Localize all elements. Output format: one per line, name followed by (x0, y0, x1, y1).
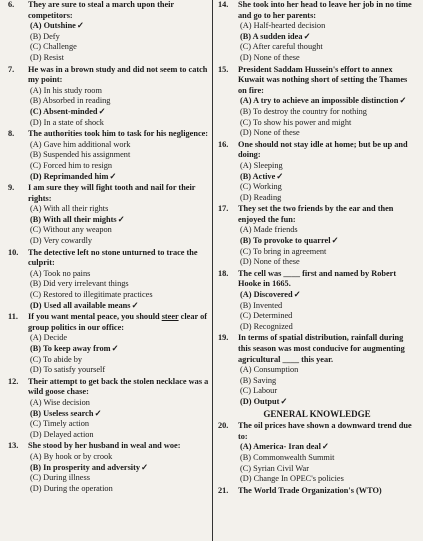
option-label: (C) To bring in agreement (240, 246, 327, 256)
answer-option (238, 311, 418, 322)
question-number: 18. (218, 268, 229, 278)
question-text: The cell was ____ first and named by Robert Hooke in 1665. (238, 268, 397, 289)
option-label: (A) Decide (30, 333, 68, 343)
question-item (216, 0, 418, 64)
answer-option (238, 225, 418, 236)
question-number: 21. (218, 485, 229, 495)
option-label: (C) Challenge (30, 42, 77, 52)
option-label: (B) Active (240, 171, 276, 181)
question-text: One should not stay idle at home; but be up and doing: (238, 139, 408, 160)
correct-checkmark-icon: ✓ (117, 214, 125, 224)
answer-option (28, 419, 212, 430)
question-item (216, 140, 418, 204)
answer-option (28, 161, 212, 172)
option-label: (C) To abide by (30, 354, 83, 364)
answer-option (238, 118, 418, 129)
question-text: She took into her head to leave her job in no time and go to her parents: (238, 0, 412, 20)
correct-checkmark-icon: ✓ (331, 236, 339, 246)
option-label: (C) Determined (240, 311, 293, 321)
option-label: (C) During illness (30, 473, 90, 483)
answer-option (238, 301, 418, 312)
option-label: (C) Working (240, 182, 282, 192)
question-text-part: If you want mental peace, you should (28, 312, 162, 322)
question-number: 12. (8, 376, 19, 386)
answer-option (28, 279, 212, 290)
option-label: (D) Output (240, 396, 280, 406)
answer-option (28, 150, 212, 161)
correct-checkmark-icon: ✓ (293, 290, 301, 300)
correct-checkmark-icon: ✓ (131, 300, 139, 310)
option-label: (B) Absorbed in reading (30, 96, 111, 106)
correct-checkmark-icon: ✓ (76, 21, 84, 31)
answer-option (238, 322, 418, 333)
answer-option (238, 21, 418, 32)
option-label: (A) Wise decision (30, 397, 90, 407)
question-item (6, 441, 212, 494)
question-text: He was in a brown study and did not seem to catch my point: (28, 64, 208, 85)
answer-option (238, 290, 418, 301)
question-number: 7. (8, 64, 15, 74)
question-text: The detective left no stone unturned to trace the culprit: (28, 247, 198, 268)
option-label: (C) Forced him to resign (30, 160, 113, 170)
option-label: (A) Took no pains (30, 268, 91, 278)
answer-option (28, 32, 212, 43)
question-item (216, 421, 418, 485)
answer-option (238, 107, 418, 118)
answer-option (28, 333, 212, 344)
answer-option (238, 442, 418, 453)
answer-option (238, 236, 418, 247)
answer-option (238, 172, 418, 183)
option-label: (B) To destroy the country for nothing (240, 106, 367, 116)
answer-option (28, 204, 212, 215)
answer-option (28, 430, 212, 441)
question-number: 17. (218, 204, 229, 214)
answer-option (28, 107, 212, 118)
question-number: 9. (8, 183, 15, 193)
question-item (6, 377, 212, 441)
question-number: 8. (8, 129, 15, 139)
answer-option (238, 453, 418, 464)
answer-option (28, 225, 212, 236)
question-number: 19. (218, 333, 229, 343)
correct-checkmark-icon: ✓ (98, 106, 106, 116)
question-text: The authorities took him to task for his negligence: (28, 129, 209, 139)
question-number: 16. (218, 139, 229, 149)
question-text: I am sure they will fight tooth and nail for their rights: (28, 183, 196, 203)
question-item (6, 183, 212, 247)
question-item (216, 269, 418, 333)
option-label: (A) Made friends (240, 225, 298, 235)
option-label: (A) By hook or by crook (30, 451, 113, 461)
option-label: (C) Absent-minded (30, 106, 98, 116)
question-text: The oil prices have shown a downward trend due to: (238, 421, 412, 441)
question-number: 11. (8, 312, 18, 322)
question-number: 10. (8, 247, 19, 257)
question-text: The World Trade Organization's (WTO) (238, 485, 382, 495)
right-column (216, 0, 418, 497)
answer-option (28, 86, 212, 97)
question-text: President Saddam Hussein's effort to annex Kuwait was nothing short of setting the Thames on fire: (238, 64, 408, 95)
answer-option (238, 257, 418, 268)
question-item (6, 312, 212, 376)
answer-option (28, 290, 212, 301)
left-column (6, 0, 212, 495)
question-item (216, 333, 418, 407)
option-label: (B) With all their mights (30, 214, 117, 224)
question-item (216, 204, 418, 268)
answer-option (238, 397, 418, 408)
question-item (216, 486, 418, 497)
answer-option (238, 464, 418, 475)
answer-option (28, 344, 212, 355)
section-title: GENERAL KNOWLEDGE (263, 408, 371, 419)
option-label: (D) Resist (30, 52, 64, 62)
answer-option (28, 21, 212, 32)
answer-option (238, 32, 418, 43)
answer-option (28, 53, 212, 64)
question-text: They set the two friends by the ear and then enjoyed the fun: (238, 204, 394, 224)
question-text-part: clear of group politics in our office: (28, 312, 207, 332)
option-label: (A) With all their rights (30, 204, 109, 214)
option-label: (D) In a state of shock (30, 117, 104, 127)
option-label: (A) Outshine (30, 21, 76, 31)
answer-option (238, 365, 418, 376)
question-item (6, 248, 212, 312)
option-label: (B) To provoke to quarrel (240, 236, 331, 246)
option-label: (B) Commonwealth Summit (240, 452, 335, 462)
option-label: (D) Used all available means (30, 300, 131, 310)
answer-option (28, 118, 212, 129)
option-label: (B) A sudden idea (240, 31, 303, 41)
option-label: (D) To satisfy yourself (30, 365, 106, 375)
answer-option (238, 128, 418, 139)
option-label: (A) A try to achieve an impossible distinction (240, 96, 399, 106)
option-label: (D) Very cowardly (30, 236, 93, 246)
correct-checkmark-icon: ✓ (276, 171, 284, 181)
answer-option (28, 484, 212, 495)
answer-option (28, 355, 212, 366)
question-text: They are sure to steal a march upon their competitors: (28, 0, 174, 20)
option-label: (C) Labour (240, 386, 278, 396)
answer-option (28, 463, 212, 474)
question-number: 15. (218, 64, 229, 74)
option-label: (A) Half-hearted decision (240, 21, 326, 31)
answer-option (238, 247, 418, 258)
question-text: She stood by her husband in weal and woe: (28, 441, 181, 451)
option-label: (A) Sleeping (240, 160, 283, 170)
correct-checkmark-icon: ✓ (111, 344, 119, 353)
question-number: 14. (218, 0, 229, 9)
option-label: (D) Delayed action (30, 429, 94, 439)
answer-option (28, 365, 212, 376)
option-label: (C) To show his power and might (240, 117, 352, 127)
option-label: (B) Suspended his assignment (30, 150, 131, 160)
question-item (216, 65, 418, 139)
answer-option (238, 182, 418, 193)
answer-option (28, 215, 212, 226)
option-label: (D) Recognized (240, 321, 293, 331)
option-label: (A) Gave him additional work (30, 139, 131, 149)
option-label: (A) In his study room (30, 85, 102, 95)
underlined-word: steer (161, 312, 179, 322)
option-label: (B) Useless search (30, 408, 94, 418)
option-label: (B) Invented (240, 300, 283, 310)
question-text (28, 312, 212, 333)
answer-option (28, 409, 212, 420)
answer-option (28, 301, 212, 312)
question-text: In terms of spatial distribution, rainfall during this season was most conducive for augmenting agricultural ____ this year. (238, 333, 405, 364)
option-label: (B) To keep away from (30, 344, 111, 353)
option-label: (A) Discovered (240, 290, 293, 300)
option-label: (C) After careful thought (240, 42, 323, 52)
option-label: (D) None of these (240, 257, 300, 267)
correct-checkmark-icon: ✓ (109, 171, 117, 181)
option-label: (B) Defy (30, 31, 60, 41)
answer-option (28, 473, 212, 484)
option-label: (A) America- Iran deal (240, 442, 321, 452)
option-label: (D) During the operation (30, 483, 113, 493)
answer-option (28, 398, 212, 409)
option-label: (D) Reprimanded him (30, 171, 109, 181)
answer-option (238, 193, 418, 204)
question-number: 13. (8, 441, 19, 451)
correct-checkmark-icon: ✓ (321, 442, 329, 452)
answer-option (28, 96, 212, 107)
answer-option (28, 269, 212, 280)
answer-option (28, 172, 212, 183)
correct-checkmark-icon: ✓ (399, 96, 407, 106)
option-label: (D) None of these (240, 128, 300, 138)
question-item (6, 129, 212, 182)
question-text: Their attempt to get back the stolen necklace was a wild goose chase: (28, 376, 209, 397)
question-item (6, 0, 212, 64)
question-number: 6. (8, 0, 15, 9)
correct-checkmark-icon: ✓ (303, 31, 311, 41)
answer-option (238, 376, 418, 387)
option-label: (C) Restored to illegitimate practices (30, 290, 153, 300)
option-label: (D) Change In OPEC's policies (240, 474, 344, 484)
option-label: (B) In prosperity and adversity (30, 462, 141, 472)
correct-checkmark-icon: ✓ (141, 462, 148, 472)
answer-option (28, 140, 212, 151)
answer-option (238, 161, 418, 172)
answer-option (28, 236, 212, 247)
option-label: (C) Without any weapon (30, 225, 112, 235)
column-divider (212, 0, 213, 541)
question-item (6, 65, 212, 129)
answer-option (28, 42, 212, 53)
answer-option (238, 474, 418, 485)
answer-option (238, 42, 418, 53)
option-label: (B) Saving (240, 375, 277, 385)
answer-option (238, 53, 418, 64)
option-label: (D) Reading (240, 192, 282, 202)
question-number: 20. (218, 421, 229, 431)
correct-checkmark-icon: ✓ (280, 396, 288, 406)
answer-option (238, 386, 418, 397)
option-label: (C) Syrian Civil War (240, 463, 310, 473)
option-label: (C) Timely action (30, 419, 90, 429)
option-label: (A) Consumption (240, 365, 299, 375)
answer-option (28, 452, 212, 463)
correct-checkmark-icon: ✓ (94, 408, 102, 418)
option-label: (B) Did very irrelevant things (30, 279, 129, 289)
answer-option (238, 96, 418, 107)
option-label: (D) None of these (240, 52, 300, 62)
